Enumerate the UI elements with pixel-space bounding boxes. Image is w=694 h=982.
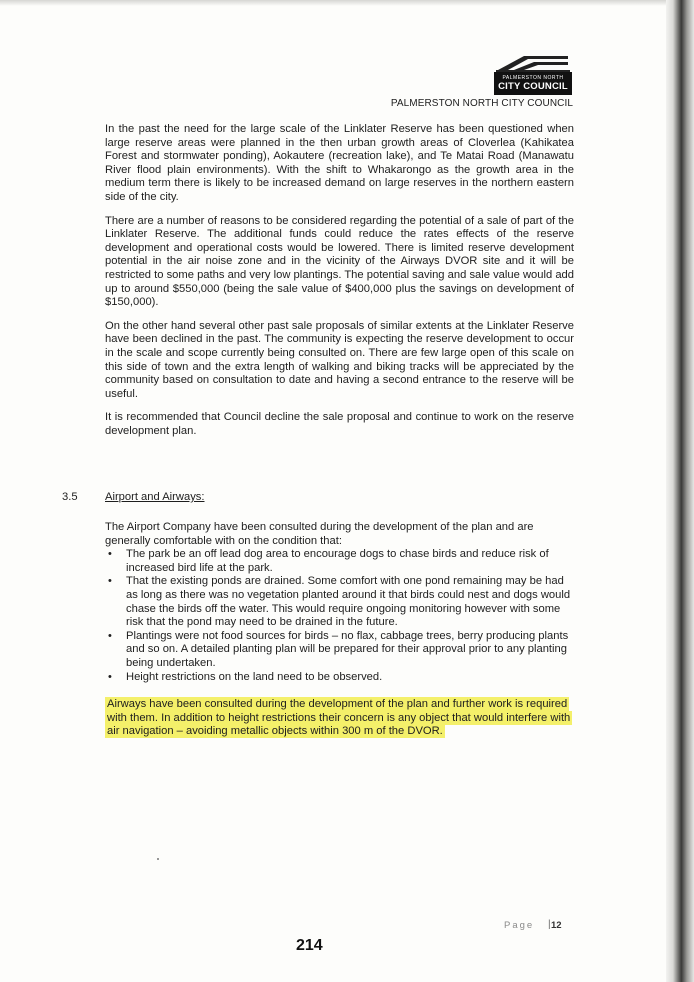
page-number: 12	[551, 920, 562, 931]
section-number: 3.5	[62, 491, 78, 503]
paragraph-4: It is recommended that Council decline the sale proposal and continue to work on the reserve development plan.	[105, 411, 574, 437]
section-title: Airport and Airways:	[105, 491, 205, 503]
page-separator: |	[548, 919, 551, 930]
section-intro: The Airport Company have been consulted during the development of the plan and are generally comfortable with on the condition that:	[105, 521, 534, 547]
page-label: Page	[504, 920, 535, 931]
list-item-text: Height restrictions on the land need to be observed.	[126, 670, 383, 683]
list-item	[105, 548, 574, 575]
scan-top-shadow	[0, 0, 666, 6]
logo-line-1: PALMERSTON NORTH	[502, 75, 564, 81]
document-page-number: 214	[296, 937, 323, 954]
scan-binding-edge	[666, 0, 694, 982]
bullet-icon: •	[108, 670, 112, 683]
condition-list	[105, 548, 574, 684]
body-content	[105, 123, 574, 448]
list-item-text: The park be an off lead dog area to encourage dogs to chase birds and reduce risk of increased bird life at the park.	[126, 548, 549, 574]
paragraph-2: There are a number of reasons to be considered regarding the potential of a sale of part of the Linklater Reserve. The additional funds could reduce the rates effects of the reserve development and operational costs would be lowered. There is limited reserve development potential in the air noise zone and in the vicinity of the Airways DVOR site and it will be restricted to some paths and very low plantings. The potential saving and sale value would add up to around $550,000 (being the sale value of $400,000 plus the savings on development of $150,000).	[105, 214, 574, 309]
highlighted-paragraph	[105, 698, 574, 739]
section-body	[105, 521, 574, 739]
list-item-text: Plantings were not food sources for birds – no flax, cabbage trees, berry producing plants and so on. A detailed planting plan will be prepared for their approval prior to any planting being undertaken.	[126, 629, 569, 669]
bullet-icon: •	[108, 629, 112, 642]
council-logo	[494, 50, 572, 95]
bullet-icon: •	[108, 575, 112, 588]
logo-mark-icon	[494, 50, 572, 72]
logo-line-2: CITY COUNCIL	[498, 81, 568, 92]
scan-speck	[157, 858, 159, 860]
highlighted-text: Airways have been consulted during the development of the plan and further work is required with them. In addition to height restrictions their concern is any object that would interfere with air navigation – avoiding metallic objects within 300 m of the DVOR.	[107, 698, 571, 738]
paragraph-1: In the past the need for the large scale of the Linklater Reserve has been questioned when large reserve areas were planned in the then urban growth areas of Cloverlea (Kahikatea Forest and stormwater ponding), Aokautere (recreation lake), and Te Matai Road (Manawatu River flood plain environments). With the shift to Whakarongo as the growth area in the medium term there is likely to be increased demand on large reserves in the northern eastern side of the city.	[105, 123, 574, 203]
running-header: PALMERSTON NORTH CITY COUNCIL	[390, 98, 573, 109]
list-item-text: That the existing ponds are drained. Some comfort with one pond remaining may be had as long as there was no vegetation planted around it that birds could nest and dogs would chase the birds off the water. This would require ongoing monitoring however with some risk that the pond may need to be drained in the future.	[126, 575, 571, 629]
list-item	[105, 630, 574, 671]
list-item	[105, 671, 574, 685]
logo-text-band	[494, 72, 572, 95]
bullet-icon: •	[108, 548, 112, 561]
paragraph-3: On the other hand several other past sale proposals of similar extents at the Linklater Reserve have been declined in the past. The community is expecting the reserve development to occur in the scale and scope currently being consulted on. There are few large open of this scale on this side of town and the extra length of walking and biking tracks will be appreciated by the community based on consultation to date and having a second entrance to the reserve will be useful.	[105, 319, 574, 400]
list-item	[105, 575, 574, 629]
